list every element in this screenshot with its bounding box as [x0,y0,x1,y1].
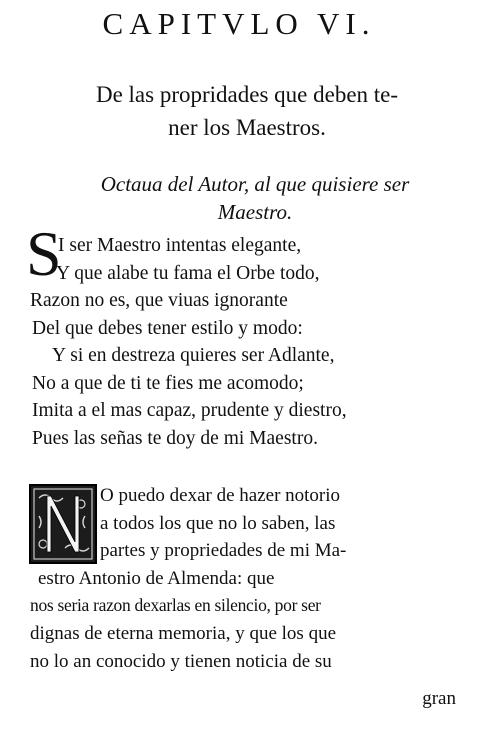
prose-paragraph [30,482,458,675]
verse-line: I ser Maestro intentas elegante, [58,235,302,256]
verse-line: Imita a el mas capaz, prudente y diestro, [32,400,347,421]
catchword: gran [422,688,456,709]
verse-octave [26,218,472,452]
verse-line: Del que debes tener estilo y modo: [32,317,303,339]
verse-line: No a que de ti te fies me acomodo; [32,372,304,394]
verse-line: Razon no es, que viuas ignorante [30,290,288,311]
verse-line: Y que alabe tu fama el Orbe todo, [56,262,320,284]
prose-line: a todos los que no lo saben, las [100,512,336,534]
chapter-title: CAPITVLO VI. [102,6,376,41]
octave-title-line: Octaua del Autor, al que quisiere ser [100,172,410,196]
verse-line: Y si en destreza quieres ser Adlante, [52,345,335,366]
prose-line: no lo an conocido y tienen noticia de su [30,650,332,672]
prose-line: estro Antonio de Almenda: que [38,567,275,589]
prose-line: partes y propriedades de mi Ma- [100,540,347,562]
chapter-heading [30,78,464,144]
octave-title [40,170,470,226]
heading-line: ner los Maestros. [168,115,326,140]
heading-line: De las propridades que deben te- [95,82,399,107]
octave-title-line: Maestro. [217,200,293,224]
verse-initial-letter: S [26,218,62,289]
verse-line: Pues las señas te doy de mi Maestro. [32,427,318,449]
prose-line: nos seria razon dexarlas en silencio, por ser [30,595,321,616]
prose-line: O puedo dexar de hazer notorio [100,485,341,506]
prose-line: dignas de eterna memoria, y que los que [30,622,337,644]
